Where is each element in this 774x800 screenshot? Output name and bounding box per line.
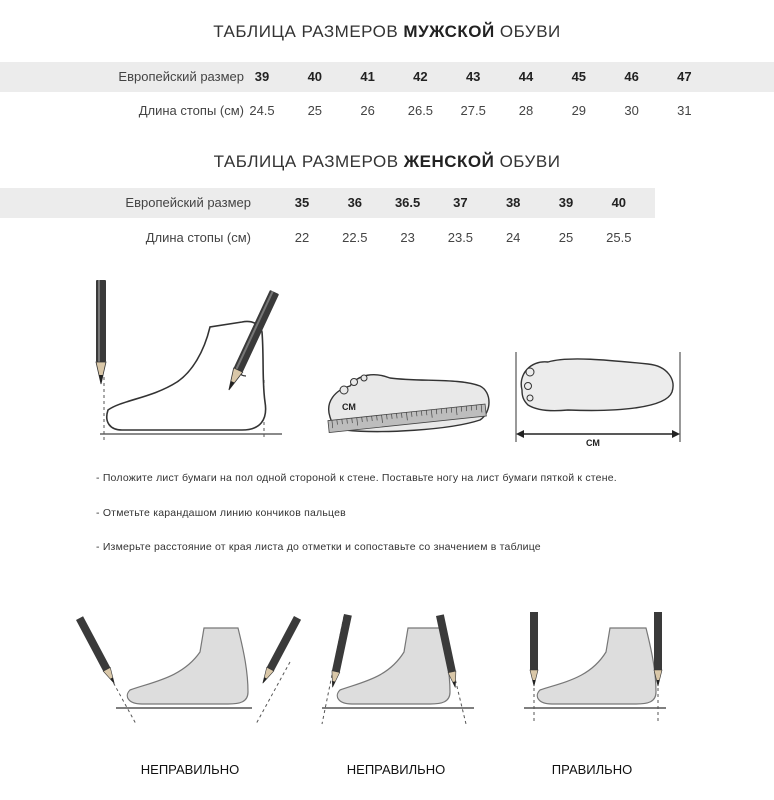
women-size-cell: 37: [453, 195, 468, 210]
footprint-top-outline: [521, 359, 673, 411]
instruction-step-3: - Измерьте расстояние от края листа до отметки и сопоставьте со значением в таблице: [96, 541, 541, 553]
men-size-cell: 42: [413, 69, 428, 84]
men-size-cell: 39: [254, 69, 270, 84]
women-length-cell: 22: [294, 230, 310, 245]
example-correct-vertical: [520, 612, 670, 732]
women-length-cell: 22.5: [342, 230, 368, 245]
men-length-cell: 24.5: [249, 103, 275, 118]
verdict-example-3: ПРАВИЛЬНО: [551, 762, 633, 777]
verdict-example-1: НЕПРАВИЛЬНО: [140, 762, 240, 777]
men-length-cell: 28: [518, 103, 534, 118]
verdict-example-2: НЕПРАВИЛЬНО: [346, 762, 446, 777]
women-size-cell: 40: [611, 195, 627, 210]
men-length-cell: 27.5: [460, 103, 486, 118]
men-length-row: [0, 96, 774, 126]
dimension-unit-label: СМ: [586, 438, 600, 448]
women-size-cell: 39: [558, 195, 574, 210]
men-length-cell: 26.5: [407, 103, 434, 118]
women-size-cell: 36.5: [394, 195, 421, 210]
men-size-row: [0, 62, 774, 92]
men-size-cell: 45: [571, 69, 587, 84]
women-size-cell: 38: [505, 195, 521, 210]
women-table-title: [0, 152, 774, 172]
women-length-row: [0, 223, 774, 253]
instruction-step-2: - Отметьте карандашом линию кончиков пальцев: [96, 507, 346, 519]
men-title-bold: МУЖСКОЙ: [403, 22, 495, 41]
men-size-cell: 47: [677, 69, 692, 84]
left-pencil-icon: [96, 280, 106, 384]
footprint-dimension-diagram: [508, 350, 688, 450]
men-size-cell: 41: [360, 69, 375, 84]
ruler-unit-label: СМ: [342, 402, 356, 412]
men-size-cell: 44: [518, 69, 534, 84]
men-length-cell: 29: [571, 103, 587, 118]
men-size-cell: 46: [624, 69, 639, 84]
women-size-cell: 36: [347, 195, 363, 210]
men-size-label: Европейский размер: [118, 69, 244, 84]
footprint-ruler-diagram: [320, 362, 495, 442]
example-wrong-inward: [318, 612, 478, 732]
men-length-cell: 31: [677, 103, 692, 118]
left-pencil-icon: [530, 612, 538, 686]
instruction-step-1: - Положите лист бумаги на пол одной стороной к стене. Поставьте ногу на лист бумаги пяткой к стене.: [96, 472, 617, 484]
left-pencil-icon: [329, 614, 352, 688]
women-length-label: Длина стопы (см): [145, 230, 251, 245]
women-title-prefix: ТАБЛИЦА РАЗМЕРОВ: [213, 152, 404, 171]
women-size-row: [0, 188, 774, 218]
women-length-cell: 23: [400, 230, 415, 245]
men-title-suffix: ОБУВИ: [494, 22, 561, 41]
women-length-cell: 24: [505, 230, 521, 245]
men-table-title: [0, 22, 774, 42]
women-length-cell: 25.5: [606, 230, 632, 245]
men-length-cell: 25: [307, 103, 323, 118]
left-pencil-icon: [76, 616, 118, 685]
foot-outline: [107, 321, 266, 430]
women-title-suffix: ОБУВИ: [494, 152, 561, 171]
men-title-prefix: ТАБЛИЦА РАЗМЕРОВ: [213, 22, 404, 41]
example-wrong-outward: [72, 612, 312, 732]
right-pencil-icon: [259, 616, 301, 685]
right-pencil-icon: [654, 612, 662, 686]
women-title-bold: ЖЕНСКОЙ: [403, 152, 495, 171]
men-length-cell: 26: [360, 103, 375, 118]
men-size-cell: 40: [307, 69, 323, 84]
men-length-label: Длина стопы (см): [138, 103, 244, 118]
women-size-label: Европейский размер: [125, 195, 251, 210]
women-size-cell: 35: [294, 195, 310, 210]
women-length-cell: 23.5: [447, 230, 474, 245]
men-size-cell: 43: [465, 69, 481, 84]
men-length-cell: 30: [624, 103, 639, 118]
women-length-cell: 25: [558, 230, 574, 245]
